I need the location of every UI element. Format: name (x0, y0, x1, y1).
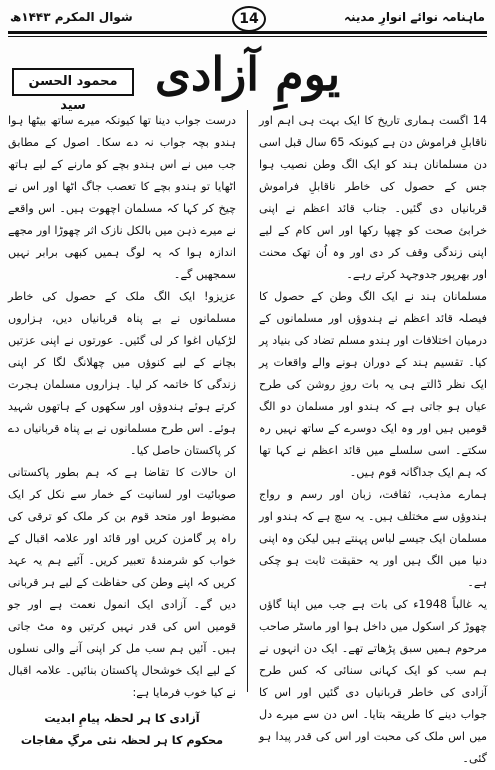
header-rule (8, 31, 487, 34)
paragraph: عزیزو! ایک الگ ملک کے حصول کی خاطر مسلمانوں نے بے پناہ قربانیاں دیں، ہزاروں لڑکیاں اغوا کر لی گئیں۔ عورتوں نے اپنی عزتیں بچانے کے لیے کنوؤں میں چھلانگ لگا کر اپنی زندگی کا خاتمہ کر لیا۔ ہزاروں مسلمان ہجرت کرتے ہوئے ہندوؤں اور سکھوں کے ہاتھوں شہید ہوئے۔ اس طرح مسلمانوں نے بے پناہ قربانیاں دے کر پاکستان حاصل کیا۔ (8, 290, 236, 457)
paragraph: مسلمانان ہند نے ایک الگ وطن کے حصول کا فیصلہ قائد اعظم نے ہندوؤں اور مسلمانوں کے درمیان اختلافات اور ہندو مسلم تضاد کی بنیاد پر کیا۔ تقسیم ہند کے دوران ہونے والے واقعات پر ایک نظر ڈالتے ہی یہ بات روزِ روشن کی طرح عیاں ہو جاتی ہے کہ ہندو اور مسلمان دو الگ قومیں ہیں اور وہ ایک دوسرے کے ساتھ نہیں رہ سکتے۔ اسی سلسلے میں قائد اعظم نے کہا تھا کہ ہم ایک جداگانہ قوم ہیں۔ (259, 290, 487, 479)
header-rule-thin (8, 36, 487, 37)
article-title: یومِ آزادی (154, 47, 341, 101)
paragraph: ہمارے مذہب، ثقافت، زبان اور رسم و رواج ہندوؤں سے مختلف ہیں۔ یہ سچ ہے کہ ہندو اور مسلمان ایک جیسے لباس پہنتے ہیں لیکن وہ اپنی دنیا میں الگ ہیں اور یہ حقیقت ثابت ہو چکی ہے۔ (259, 488, 487, 589)
poem-line: آزادی کا ہر لحظہ پیامِ ابدیت (44, 712, 200, 725)
poem-couplet (8, 708, 236, 752)
poem-line: محکوم کا ہر لحظہ نئی مرگِ مفاجات (20, 734, 224, 747)
text-column-left (8, 110, 236, 747)
magazine-name: ماہنامہ نوائے انوارِ مدینہ (343, 10, 485, 24)
column-divider (247, 110, 248, 692)
issue-date: شوال المکرم ۱۴۴۳ھ (10, 10, 133, 24)
text-column-right (259, 110, 487, 765)
paragraph: یہ غالباً 1948ء کی بات ہے جب میں اپنا گاؤں چھوڑ کر اسکول میں داخل ہوا اور ماسٹر صاحب مرحوم ہمیں سبق پڑھاتے تھے۔ ایک دن انہوں نے ہم سب کو ایک کہانی سنائی کہ کس طرح آزادی کی خاطر قربانیاں دی گئیں اور اس کا جواب دینے کا طریقہ بتایا۔ اس دن سے میرے دل میں اس ملک کی محبت اور اس کی قدر پیدا ہو گئی۔ (259, 598, 487, 765)
author-byline: محمود الحسن سید (12, 68, 134, 96)
page-number: 14 (232, 6, 266, 32)
paragraph: ان حالات کا تقاضا ہے کہ ہم بطور پاکستانی صوبائیت اور لسانیت کے خمار سے نکل کر ایک مضبوط اور متحد قوم بن کر ملک کو ترقی کی راہ پر گامزن کریں اور قائد اور علامہ اقبال کے خواب کو شرمندۂ تعبیر کریں۔ آئیے ہم یہ عہد کریں کہ اپنے وطن کی حفاظت کے لیے ہر قربانی دیں گے۔ آزادی ایک انمول نعمت ہے اور جو قومیں اس کی قدر نہیں کرتیں وہ مٹ جاتی ہیں۔ آئیں ہم سب مل کر اپنی آنے والی نسلوں کے لیے ایک خوشحال پاکستان بنائیں۔ علامہ اقبال نے کیا خوب فرمایا ہے: (8, 466, 236, 699)
paragraph: 14 اگست ہماری تاریخ کا ایک بہت ہی اہم اور ناقابلِ فراموش دن ہے کیونکہ 65 سال قبل اسی دن مسلمانان ہند کو ایک الگ وطن نصیب ہوا جس کے حصول کی خاطر ناقابلِ فراموش قربانیاں دی گئیں۔ جناب قائد اعظم نے اپنی خرابیٔ صحت کو چھپا رکھا اور اس کام کے لیے اپنی زندگی وقف کر دی اور وہ اُن تھک محنت اور بھرپور جدوجہد کرتے رہے۔ (259, 114, 487, 281)
paragraph: درست جواب دینا تھا کیونکہ میرے ساتھ بیٹھا ہوا ہندو بچہ جواب نہ دے سکا۔ اصول کے مطابق جب میں نے اس ہندو بچے کو مارنے کے لیے ہاتھ اٹھایا تو ہندو بچے کا تعصب جاگ اٹھا اور اس نے چیخ کر کہا کہ مسلمان اچھوت ہیں۔ اس واقعے نے میرے ذہن میں بالکل نازک اثر چھوڑا اور مجھے اندازہ ہوا کہ یہ لوگ ہمیں کبھی برابر نہیں سمجھیں گے۔ (8, 114, 236, 281)
